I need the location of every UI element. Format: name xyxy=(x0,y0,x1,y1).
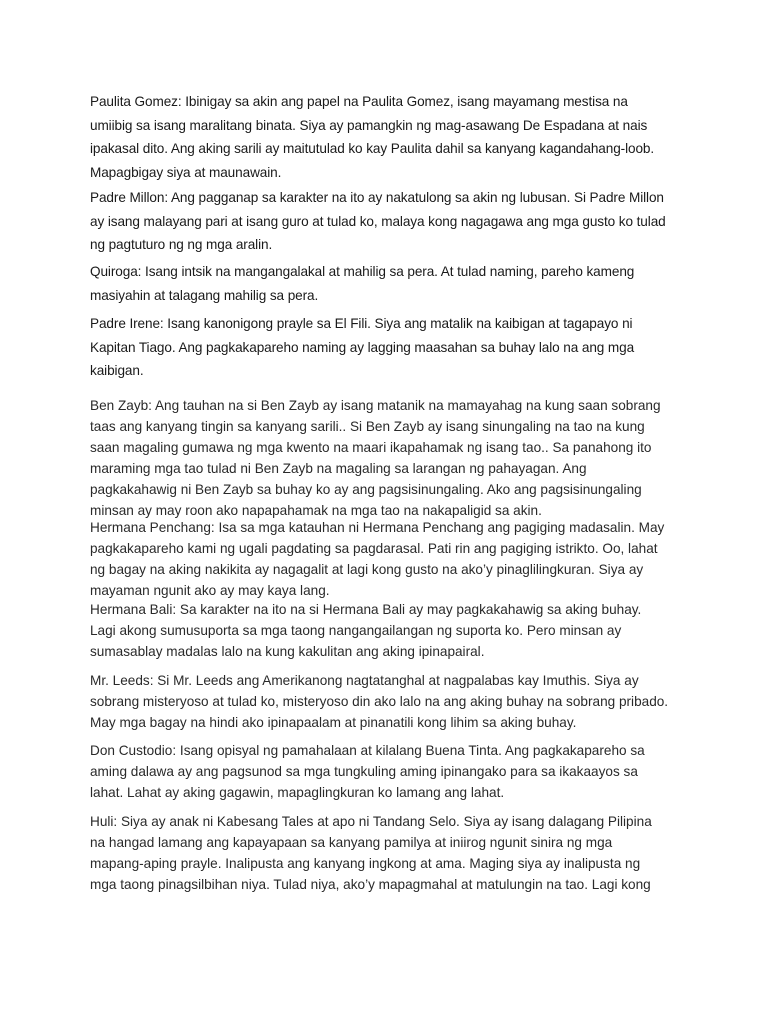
paragraph-paulita-gomez: Paulita Gomez: Ibinigay sa akin ang papel na Paulita Gomez, isang mayamang mestisa na umiibig sa isang maralitang binata. Siya ay pamangkin ng mag-asawang De Espadana at nais ipakasal dito. Ang aking sarili ay maitutulad ko kay Paulita dahil sa kanyang kagandahang-loob. Mapagbigay siya at maunawain. xyxy=(90,94,655,180)
paragraph-hermana-bali: Hermana Bali: Sa karakter na ito na si Hermana Bali ay may pagkakahawig sa aking buhay. Lagi akong sumusuporta sa mga taong nangangailangan ng suporta ko. Pero minsan ay sumasablay madalas lalo na kung kakulitan ang aking ipinapairal. xyxy=(90,602,642,659)
paragraph-padre-irene: Padre Irene: Isang kanonigong prayle sa El Fili. Siya ang matalik na kaibigan at tagapayo ni Kapitan Tiago. Ang pagkakapareho naming ay lagging maasahan sa buhay lalo na ang mga kaibigan. xyxy=(90,316,635,378)
paragraph-don-custodio: Don Custodio: Isang opisyal ng pamahalaan at kilalang Buena Tinta. Ang pagkakapareho sa aming dalawa ay ang pagsunod sa mga tungkuling aming ipinangako para sa ikakaayos sa lahat. Lahat ay aking gagawin, mapaglingkuran ko lamang ang lahat. xyxy=(90,743,645,800)
paragraph-ben-zayb: Ben Zayb: Ang tauhan na si Ben Zayb ay isang matanik na mamayahag na kung saan sobrang taas ang kanyang tingin sa kanyang sarili.. Si Ben Zayb ay isang sinungaling na tao na kung saan magaling gumawa ng mga kwento na maari ikapahamak ng isang tao.. Sa panahong ito maraming mga tao tulad ni Ben Zayb na magaling sa larangan ng pahayagan. Ang pagkakahawig ni Ben Zayb sa buhay ko ay ang pagsisinungaling. Ako ang pagsisinungaling minsan ay may roon ako napapahamak na mga tao na nakapaligid sa akin. xyxy=(90,398,661,518)
paragraph-padre-millon: Padre Millon: Ang pagganap sa karakter na ito ay nakatulong sa akin ng lubusan. Si Padre Millon ay isang malayang pari at isang guro at tulad ko, malaya kong nagagawa ang mga gusto ko tulad ng pagtuturo ng ng mga aralin. xyxy=(90,190,666,252)
paragraph-huli: Huli: Siya ay anak ni Kabesang Tales at apo ni Tandang Selo. Siya ay isang dalagang Pilipina na hangad lamang ang kapayapaan sa kanyang pamilya at iniirog ngunit sinira ng mga mapang-aping prayle. Inalipusta ang kanyang ingkong at ama. Maging siya ay inalipusta ng mga taong pinagsilbihan niya. Tulad niya, ako’y mapagmahal at matulungin na tao. Lagi kong xyxy=(90,814,652,892)
paragraph-hermana-penchang: Hermana Penchang: Isa sa mga katauhan ni Hermana Penchang ang pagiging madasalin. May pagkakapareho kami ng ugali pagdating sa pagdarasal. Pati rin ang pagiging istrikto. Oo, lahat ng bagay na aking nakikita ay nagagalit at lagi kong gusto na ako’y pinaglilingkuran. Siya ay mayaman ngunit ako ay may kaya lang. xyxy=(90,520,665,598)
paragraph-mr-leeds: Mr. Leeds: Si Mr. Leeds ang Amerikanong nagtatanghal at nagpalabas kay Imuthis. Siya ay sobrang misteryoso at tulad ko, misteryoso din ako lalo na ang aking buhay na sobrang pribado. May mga bagay na hindi ako ipinapaalam at pinanatili kong lihim sa aking buhay. xyxy=(90,673,669,730)
paragraph-quiroga: Quiroga: Isang intsik na mangangalakal at mahilig sa pera. At tulad naming, pareho kameng masiyahin at talagang mahilig sa pera. xyxy=(90,264,635,303)
